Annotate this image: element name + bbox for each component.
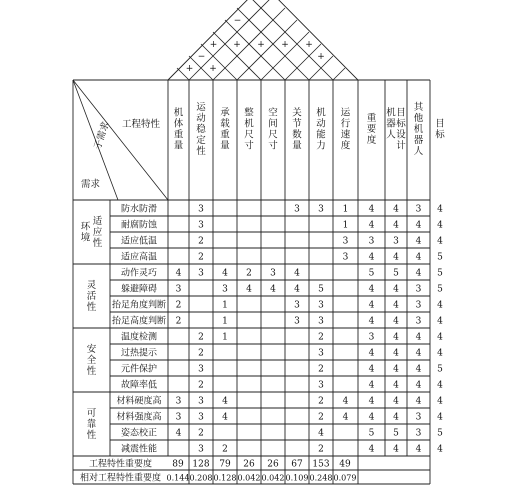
relation-cell: 2: [318, 412, 324, 423]
column-header-char: 稳: [196, 124, 206, 136]
relation-cell: 3: [198, 396, 204, 407]
relation-cell: 4: [415, 444, 422, 455]
relation-cell: 4: [270, 284, 276, 295]
column-header-char: 寸: [268, 140, 278, 152]
relation-cell: 3: [318, 300, 324, 311]
grid-line: [333, 68, 345, 80]
correlation-sign: +: [233, 40, 241, 51]
relation-cell: 4: [393, 252, 399, 263]
sub-demand-label: 适应高温: [120, 252, 158, 263]
footer-value: 26: [243, 459, 255, 470]
correlation-sign: +: [305, 40, 313, 51]
relation-cell: 3: [198, 268, 204, 279]
relation-cell: 4: [393, 380, 399, 391]
footer-value: 67: [291, 459, 303, 470]
relation-cell: 2: [198, 252, 204, 263]
column-header-char: 器: [386, 118, 396, 130]
column-header-char: 动: [316, 118, 326, 130]
relation-cell: 4: [368, 348, 375, 359]
relation-cell: 4: [246, 284, 252, 295]
relation-cell: 4: [437, 396, 443, 407]
column-header-char: 他: [413, 113, 424, 125]
relation-cell: 3: [175, 284, 182, 295]
relation-cell: 4: [393, 364, 399, 375]
relation-cell: 4: [393, 332, 399, 343]
relation-cell: 3: [318, 380, 324, 391]
column-header-char: 载: [220, 118, 230, 130]
sub-demand-label: 耐腐防蚀: [120, 220, 158, 231]
relation-cell: 3: [368, 332, 375, 343]
relation-cell: 2: [198, 348, 204, 359]
footer-label: 工程特性重要度: [88, 459, 153, 470]
correlation-sign: +: [281, 40, 289, 51]
column-header-char: 重: [173, 129, 184, 141]
group-label-char: 环: [80, 221, 91, 233]
relation-cell: 4: [294, 268, 300, 279]
sub-demand-label: 材料强度高: [116, 412, 162, 423]
footer-value: 0.248: [309, 473, 333, 483]
relation-cell: 1: [222, 316, 228, 327]
relation-cell: 4: [437, 204, 443, 215]
column-header-char: 人: [413, 146, 424, 158]
corner-subdemand-label: 子需求: [92, 120, 112, 151]
column-header-char: 性: [196, 146, 206, 158]
relation-cell: 4: [393, 412, 399, 423]
group-label-char: 全: [86, 354, 97, 366]
column-header-char: 量: [220, 140, 230, 152]
relation-cell: 4: [415, 268, 422, 279]
relation-cell: 4: [437, 316, 443, 327]
column-header-char: 行: [340, 118, 351, 130]
column-header-char: 其: [413, 102, 424, 114]
relation-cell: 3: [198, 444, 204, 455]
group-label-char: 安: [86, 343, 97, 355]
group-label-char: 性: [92, 237, 103, 249]
relation-cell: 2: [175, 300, 182, 311]
relation-cell: 4: [368, 412, 375, 423]
relation-cell: 2: [198, 236, 204, 247]
footer-label: 相对工程特性重要度: [79, 473, 162, 484]
group-label-char: 性: [86, 365, 97, 377]
column-header-char: 运: [340, 107, 351, 119]
column-header-char: 度: [340, 140, 351, 152]
group-label-char: 境: [80, 232, 91, 244]
column-header-char: 关: [292, 107, 302, 119]
relation-cell: 4: [415, 348, 422, 359]
relation-cell: 3: [318, 348, 324, 359]
relation-cell: 4: [437, 348, 443, 359]
relation-cell: 3: [415, 316, 422, 327]
relation-cell: 4: [415, 220, 422, 231]
relation-cell: 2: [318, 332, 324, 343]
sub-demand-label: 温度检测: [120, 332, 158, 343]
column-header-char: 度: [366, 135, 377, 147]
relation-cell: 4: [368, 220, 375, 231]
column-header-char: 动: [196, 113, 206, 125]
column-header-char: 重: [366, 113, 377, 125]
column-header-char: 计: [396, 140, 406, 152]
relation-cell: 5: [368, 268, 375, 279]
relation-cell: 4: [368, 364, 375, 375]
sub-demand-label: 材料硬度高: [116, 396, 162, 407]
relation-cell: 3: [175, 396, 182, 407]
relation-cell: 4: [368, 204, 375, 215]
relation-cell: 5: [393, 428, 399, 439]
group-label-char: 活: [86, 290, 97, 302]
relation-cell: 3: [415, 204, 422, 215]
group-label-char: 应: [92, 226, 103, 238]
column-header-char: 力: [316, 140, 326, 152]
relation-cell: 3: [318, 316, 324, 327]
column-header-char: 寸: [244, 140, 254, 152]
relation-cell: 4: [368, 300, 375, 311]
relation-cell: 4: [437, 444, 443, 455]
relation-cell: 3: [368, 236, 375, 247]
sub-demand-label: 抬足角度判断: [111, 300, 167, 311]
relation-cell: 4: [368, 252, 375, 263]
footer-value: 0.079: [333, 473, 357, 483]
column-header-char: 标: [396, 118, 406, 130]
relation-cell: 3: [198, 412, 204, 423]
relation-cell: 4: [175, 428, 182, 439]
relation-cell: 4: [342, 396, 349, 407]
relation-cell: 3: [270, 268, 276, 279]
relation-cell: 5: [437, 364, 443, 375]
column-header-char: 间: [268, 118, 278, 130]
relation-cell: 1: [222, 332, 228, 343]
relation-cell: 2: [198, 428, 204, 439]
column-header-char: 空: [268, 107, 278, 119]
correlation-sign: +: [209, 40, 218, 51]
relation-cell: 3: [415, 300, 422, 311]
relation-cell: 3: [393, 236, 399, 247]
column-header-char: 体: [173, 118, 184, 130]
relation-cell: 3: [342, 236, 349, 247]
column-header-char: 量: [173, 140, 184, 152]
footer-value: 0.109: [285, 473, 309, 483]
correlation-sign: +: [209, 64, 217, 75]
column-header-char: 重: [220, 129, 230, 141]
relation-cell: 1: [342, 220, 349, 231]
footer-value: 128: [192, 459, 210, 470]
column-header-char: 速: [340, 129, 351, 141]
group-label-char: 性: [86, 301, 97, 313]
correlation-sign: +: [257, 40, 265, 51]
relation-cell: 5: [437, 428, 443, 439]
demand-groups: [0, 0, 103, 441]
header-row: [81, 118, 161, 190]
relation-cell: 4: [415, 380, 422, 391]
relation-cell: 4: [437, 380, 443, 391]
relation-cell: 5: [318, 284, 324, 295]
correlation-sign: +: [317, 52, 325, 63]
relation-cell: 3: [294, 300, 300, 311]
relation-cell: 2: [198, 380, 204, 391]
relation-cell: 4: [222, 396, 228, 407]
relation-cell: 3: [222, 284, 228, 295]
footer-value: 0.144: [166, 473, 190, 483]
relation-cell: 3: [415, 284, 422, 295]
group-label-char: 灵: [86, 279, 97, 291]
relation-cell: 4: [393, 300, 399, 311]
column-header-char: 能: [316, 129, 326, 141]
footer-value: 153: [312, 459, 330, 470]
footer-value: 0.042: [237, 473, 261, 483]
relation-cell: 4: [222, 412, 228, 423]
relation-cell: 1: [222, 300, 228, 311]
relation-cell: 2: [198, 332, 204, 343]
footer-value: 49: [339, 459, 351, 470]
relation-cell: 2: [318, 364, 324, 375]
sub-demand-label: 减震性能: [120, 444, 158, 455]
relation-cell: 3: [415, 412, 422, 423]
relation-cell: 3: [175, 412, 182, 423]
relation-cell: 4: [437, 412, 443, 423]
relation-cell: 2: [318, 444, 324, 455]
group-label-char: 可: [86, 407, 97, 419]
sub-demand-label: 姿态校正: [120, 428, 158, 439]
column-header-char: 量: [292, 140, 302, 152]
relation-cell: 2: [318, 396, 324, 407]
relation-cell: 3: [294, 316, 300, 327]
sub-demand-label: 过热提示: [120, 348, 158, 359]
footer-value: 89: [172, 459, 184, 470]
relation-cell: 4: [368, 444, 375, 455]
relation-cell: 4: [437, 332, 443, 343]
sub-demand-label: 动作灵巧: [120, 268, 158, 279]
column-header-char: 机: [386, 107, 396, 119]
sub-demand-label: 防水防滑: [120, 204, 158, 215]
relation-cell: 4: [437, 300, 443, 311]
relation-cell: 4: [415, 236, 422, 247]
relation-cell: 5: [437, 268, 443, 279]
group-label-char: 性: [86, 429, 97, 441]
column-header-char: 数: [292, 129, 302, 141]
relation-cell: 4: [342, 412, 349, 423]
relation-cell: 4: [393, 284, 399, 295]
relation-cell: 4: [393, 396, 399, 407]
column-header-char: 承: [220, 107, 230, 119]
importance-footer: [80, 458, 356, 484]
sub-demand-label: 故障率低: [120, 380, 158, 391]
column-header-char: 机: [173, 107, 184, 119]
footer-value: 0.208: [189, 473, 213, 483]
relation-cell: 4: [368, 396, 375, 407]
column-header-char: 整: [244, 107, 254, 119]
column-header-char: 运: [196, 102, 206, 114]
correlation-sign: −: [197, 52, 206, 63]
relation-cell: 3: [198, 220, 204, 231]
relation-cell: 3: [198, 364, 204, 375]
column-header-char: 机: [244, 118, 254, 130]
relation-cell: 4: [175, 268, 182, 279]
relation-cell: 4: [415, 252, 422, 263]
sub-demand-label: 抬足高度判断: [111, 316, 167, 327]
footer-value: 26: [267, 459, 279, 470]
column-header-char: 机: [413, 124, 424, 136]
relation-cell: 4: [393, 204, 399, 215]
sub-demand-label: 适应低温: [120, 236, 158, 247]
relation-cell: 4: [393, 316, 399, 327]
column-header-char: 尺: [244, 129, 254, 141]
relation-cell: 4: [368, 284, 375, 295]
relation-cell: 1: [342, 204, 349, 215]
relation-cell: 2: [222, 444, 228, 455]
relation-cell: 4: [368, 380, 375, 391]
relation-cell: 4: [437, 220, 443, 231]
relation-cell: 5: [437, 252, 443, 263]
relation-cell: 3: [318, 204, 324, 215]
relation-cell: 5: [437, 284, 443, 295]
column-header-char: 标: [435, 129, 445, 141]
relation-cell: 4: [294, 284, 300, 295]
correlation-sign: −: [233, 16, 242, 27]
relation-cell: 4: [415, 364, 422, 375]
relation-cell: 5: [368, 428, 375, 439]
column-header-char: 要: [366, 124, 377, 136]
column-header-char: 设: [396, 129, 406, 141]
column-headers: [0, 0, 445, 157]
column-header-char: 器: [413, 135, 424, 147]
relation-cell: 3: [415, 428, 422, 439]
correlation-roof: [168, 0, 358, 80]
column-header-char: 定: [196, 135, 206, 147]
relation-cell: 2: [246, 268, 252, 279]
relation-cell: 3: [342, 252, 349, 263]
relation-cell: 4: [368, 316, 375, 327]
relation-cell: 2: [175, 316, 182, 327]
relation-cell: 4: [415, 332, 422, 343]
relation-cell: 4: [222, 268, 228, 279]
relation-cell: 4: [393, 348, 399, 359]
footer-value: 79: [219, 459, 231, 470]
group-label-char: 靠: [86, 418, 97, 430]
correlation-sign: +: [185, 64, 194, 75]
relation-cell: 4: [393, 220, 399, 231]
grid-line: [201, 44, 237, 80]
relation-cell: 4: [318, 428, 324, 439]
group-label-char: 适: [92, 215, 103, 227]
sub-demand-label: 元件保护: [120, 364, 158, 375]
relation-cell: 4: [393, 444, 399, 455]
column-header-char: 尺: [268, 129, 278, 141]
column-header-char: 目: [396, 107, 406, 119]
grid-line: [285, 44, 321, 80]
relation-cell: 4: [415, 396, 422, 407]
corner-engineering-label: 工程特性: [122, 119, 161, 130]
column-header-char: 目: [435, 118, 445, 130]
column-header-char: 节: [292, 118, 302, 130]
corner-demand-label: 需求: [81, 179, 101, 190]
relation-cell: 4: [437, 236, 443, 247]
footer-value: 0.042: [261, 473, 285, 483]
sub-demand-label: 躲避障碍: [120, 284, 158, 295]
relation-cell: 5: [393, 268, 399, 279]
relation-cell: 3: [294, 204, 300, 215]
column-header-char: 机: [316, 107, 326, 119]
relation-cell: 3: [198, 204, 204, 215]
footer-value: 0.128: [213, 473, 237, 483]
column-header-char: 人: [386, 129, 396, 141]
